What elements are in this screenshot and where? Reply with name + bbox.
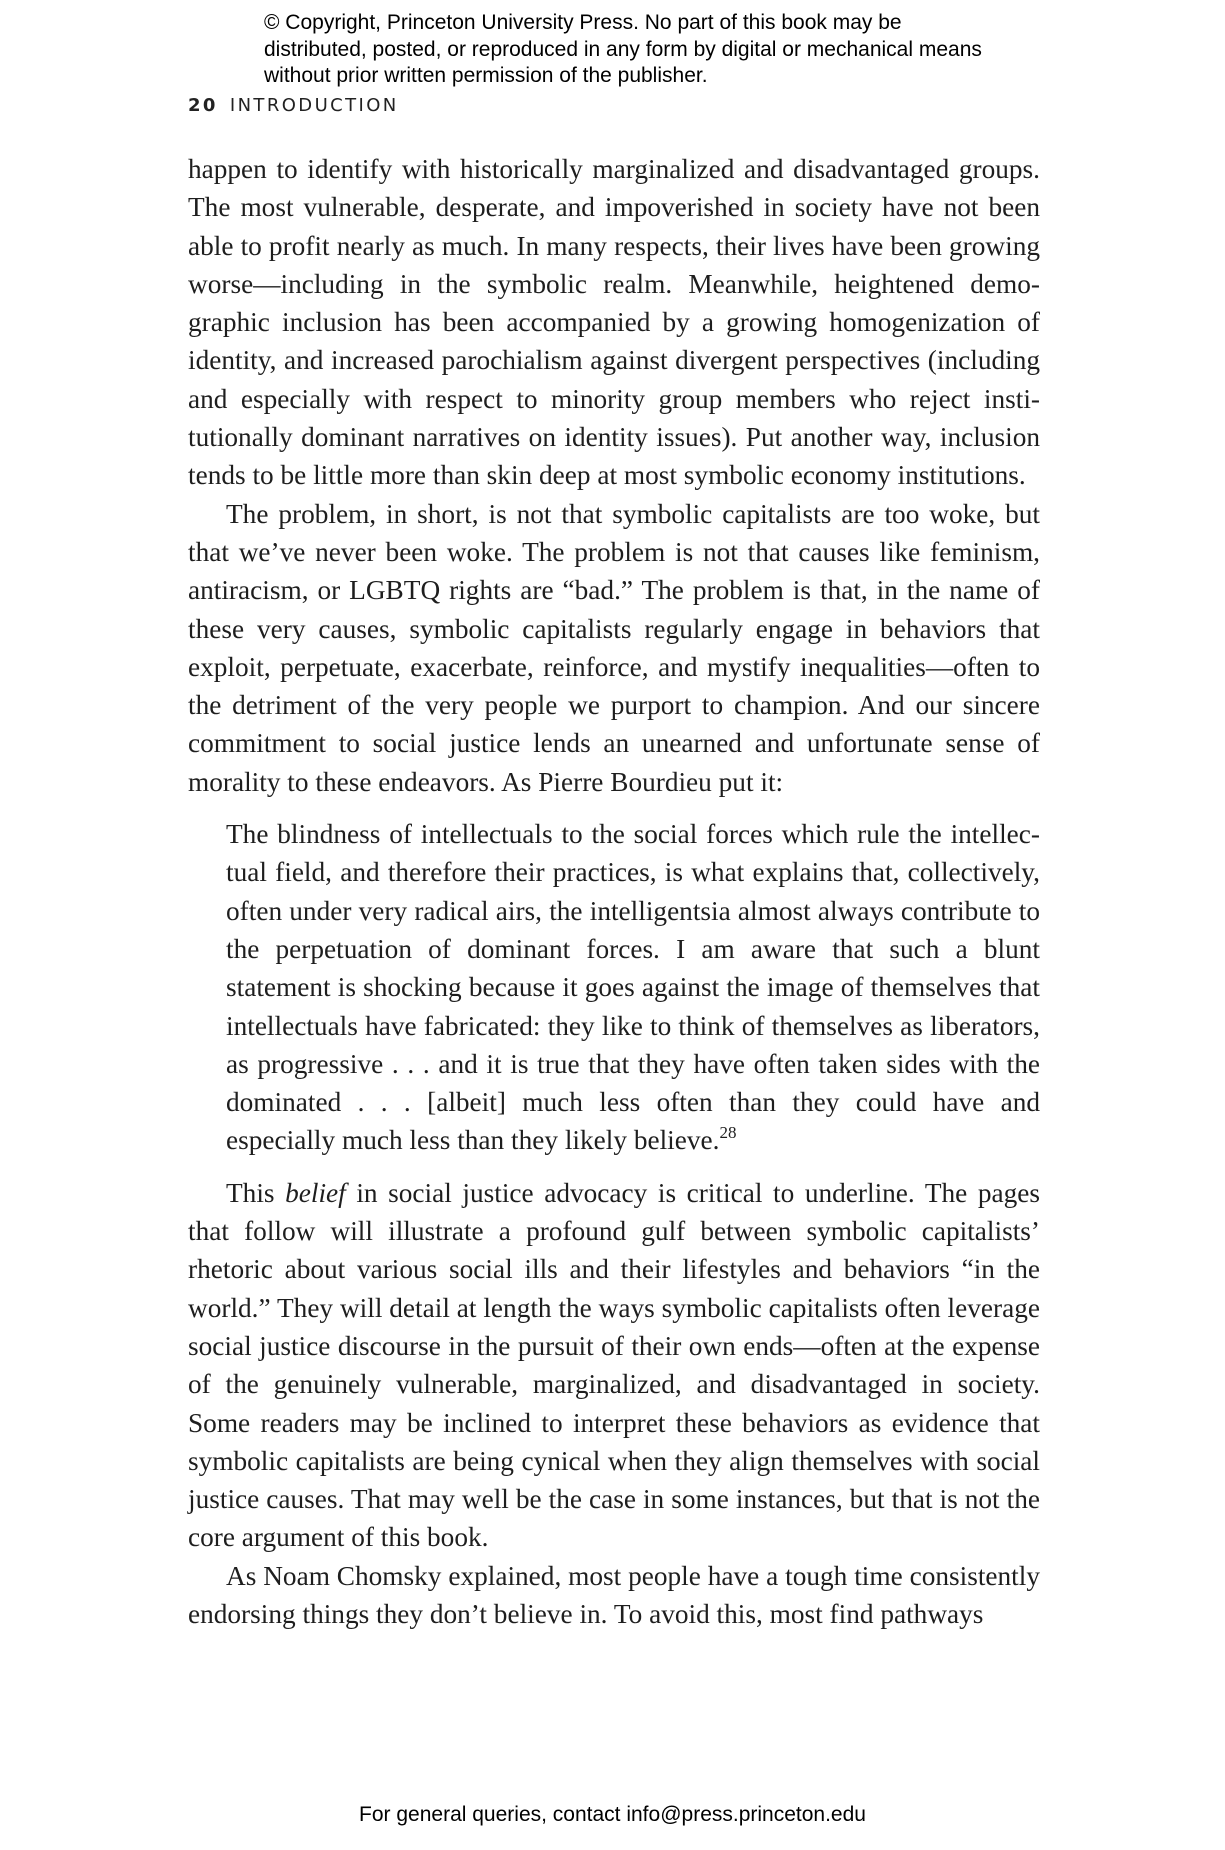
note-reference: 28 [719, 1123, 737, 1143]
quote-body: The blindness of intellectuals to the social forces which rule the intellectual field, and therefore their practices, is what explains that, collectively, often under very radical airs, the intelligentsia almost always contribute to the perpetuation of dominant forces. I am aware that such a blunt statement is shocking because it goes against the image of themselves that intellectuals have fabricated: they like to think of themselves as liberators, as progressive . . . and it is true that they have often taken sides with the dominated . . . [albeit] much less often than they could have and especially much less than they likely believe. [226, 819, 1040, 1156]
paragraph-1: happen to identify with historically marginalized and disadvantaged groups. The most vulnerable, desperate, and impoverished in society have not been able to profit nearly as much. In many respects, their lives have been growing worse—including in the symbolic realm. Meanwhile, heightened demographic inclusion has been accompanied by a growing homogenization of identity, and increased parochialism against divergent perspectives (including and especially with respect to minority group members who reject institutionally dominant narratives on identity issues). Put another way, inclusion tends to be little more than skin deep at most symbolic economy institutions. [188, 154, 1040, 491]
copyright-notice: © Copyright, Princeton University Press. No part of this book may be distributed, posted, or reproduced in any form by digital or mechanical means without prior written permission of the publisher. [264, 11, 982, 87]
running-head [188, 95, 399, 116]
body-text [188, 150, 1040, 1633]
running-title: INTRODUCTION [229, 95, 399, 116]
block-quote [226, 815, 1040, 1160]
paragraph-3-rest: in social justice advocacy is critical to underline. The pages that follow will illustrate a profound gulf between symbolic capitalists’ rhetoric about various social ills and their lifestyles and behaviors “in the world.” They will detail at length the ways symbolic capitalists often leverage social justice discourse in the pursuit of their own ends—often at the expense of the genuinely vulnerable, marginalized, and disadvantaged in society. Some readers may be inclined to interpret these behaviors as evidence that symbolic capitalists are being cynical when they align themselves with social justice causes. That may well be the case in some instances, but that is not the core argument of this book. [188, 1177, 1041, 1553]
paragraph-3-lead: This [226, 1177, 286, 1208]
contact-footer: For general queries, contact info@press.princeton.edu [359, 1803, 866, 1826]
quote-text [226, 815, 1040, 1160]
emphasis-belief: belief [285, 1177, 346, 1208]
paragraph-4: As Noam Chomsky explained, most people have a tough time consistently endorsing things they don’t believe in. To avoid this, most find pathways [188, 1560, 1040, 1629]
paragraph-3 [188, 1174, 1040, 1557]
page-number: 20 [188, 95, 218, 116]
paragraph-2: The problem, in short, is not that symbolic capitalists are too woke, but that we’ve never been woke. The problem is not that causes like feminism, antiracism, or LGBTQ rights are “bad.” The problem is that, in the name of these very causes, symbolic capitalists regularly engage in behaviors that exploit, perpetuate, exacerbate, reinforce, and mystify inequalities—often to the detriment of the very people we purport to champion. And our sincere commitment to social justice lends an unearned and unfortunate sense of morality to these endeavors. As Pierre Bourdieu put it: [188, 498, 1040, 797]
